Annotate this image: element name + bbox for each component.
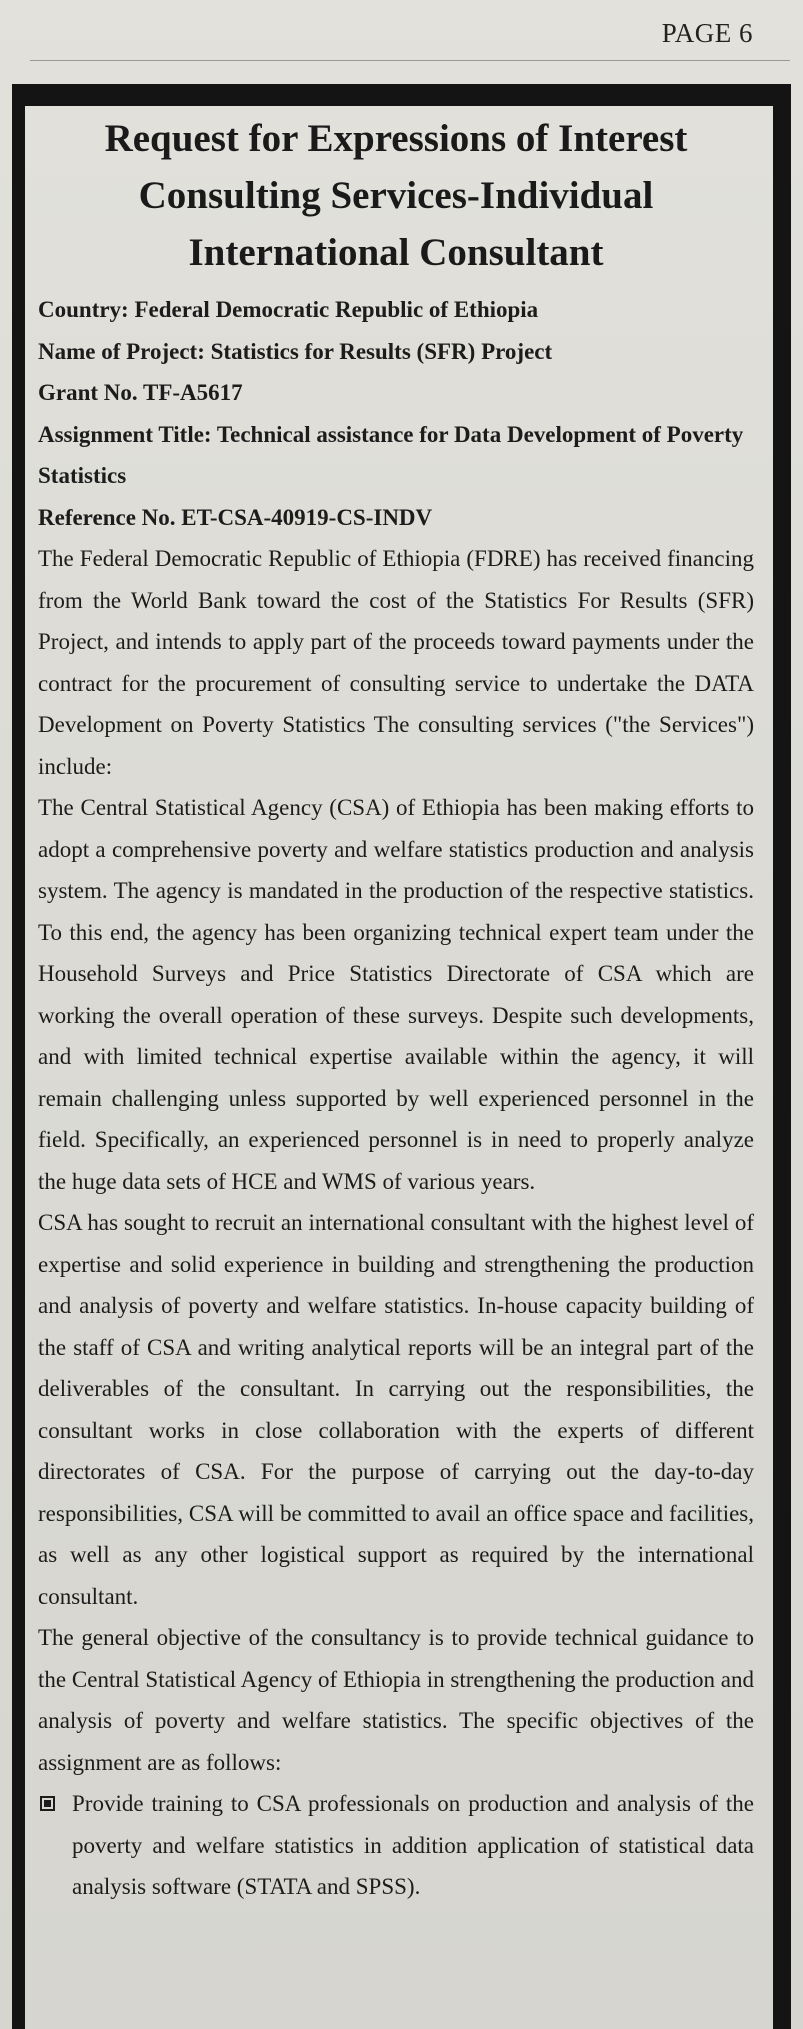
grant-number-line: Grant No. TF-A5617 — [38, 380, 243, 405]
assignment-title-line: Assignment Title: Technical assistance for Data Development of Poverty Statistics — [38, 421, 744, 488]
title-line-2: Consulting Services-Individual — [138, 174, 654, 217]
paragraph-financing: The Federal Democratic Republic of Ethiopia (FDRE) has received financing from the World Bank toward the cost of the Statistics For Results (SFR) Project, and intends to apply part of the proceeds toward payments under the contract for the procurement of consulting service to undertake the DATA Development on Poverty Statistics The consulting services ("the Services") include: — [38, 546, 754, 779]
notice-border-right — [773, 84, 791, 2029]
notice-border-left — [12, 84, 25, 2029]
title-line-1: Request for Expressions of Interest — [104, 117, 688, 160]
paragraph-background: The Central Statistical Agency (CSA) of Ethiopia has been making efforts to adopt a comprehensive poverty and welfare statistics production and analysis system. The agency is mandated in the production of the respective statistics. To this end, the agency has been organizing technical expert team under the Household Surveys and Price Statistics Directorate of CSA which are working the overall operation of these surveys. Despite such developments, and with limited technical expertise available within the agency, it will remain challenging unless supported by well experienced personnel in the field. Specifically, an experienced personnel is in need to properly analyze the huge data sets of HCE and WMS of various years. — [38, 795, 754, 1194]
reference-number-line: Reference No. ET-CSA-40919-CS-INDV — [38, 504, 433, 530]
notice-content — [38, 110, 754, 2025]
notice-border-top — [12, 84, 791, 106]
project-name-line: Name of Project: Statistics for Results (SFR) Project — [38, 338, 553, 364]
paragraph-recruitment: CSA has sought to recruit an international consultant with the highest level of expertise and solid experience in building and strengthening the production and analysis of poverty and welfare statistics. In-house capacity building of the staff of CSA and writing analytical reports will be an integral part of the deliverables of the consultant. In carrying out the responsibilities, the consultant works in close collaboration with the experts of different directorates of CSA. For the purpose of carrying out the day-to-day responsibilities, CSA will be committed to avail an office space and facilities, as well as any other logistical support as required by the international consultant. — [38, 1210, 754, 1609]
notice-title — [38, 110, 754, 281]
square-bullet-icon — [40, 1796, 55, 1811]
header-rule — [30, 60, 790, 61]
paragraph-objective: The general objective of the consultancy is to provide technical guidance to the Central Statistical Agency of Ethiopia in strengthening the production and analysis of poverty and welfare statistics. The specific objectives of the assignment are as follows: — [38, 1625, 754, 1775]
title-line-3: International Consultant — [188, 231, 604, 274]
list-item — [38, 1783, 754, 1908]
objectives-list — [38, 1783, 754, 1908]
page-number: PAGE 6 — [661, 18, 753, 48]
country-line: Country: Federal Democratic Republic of Ethiopia — [38, 297, 539, 322]
list-item-text: Provide training to CSA professionals on production and analysis of the poverty and welfare statistics in addition application of statistical data analysis software (STATA and SPSS). — [72, 1791, 754, 1899]
